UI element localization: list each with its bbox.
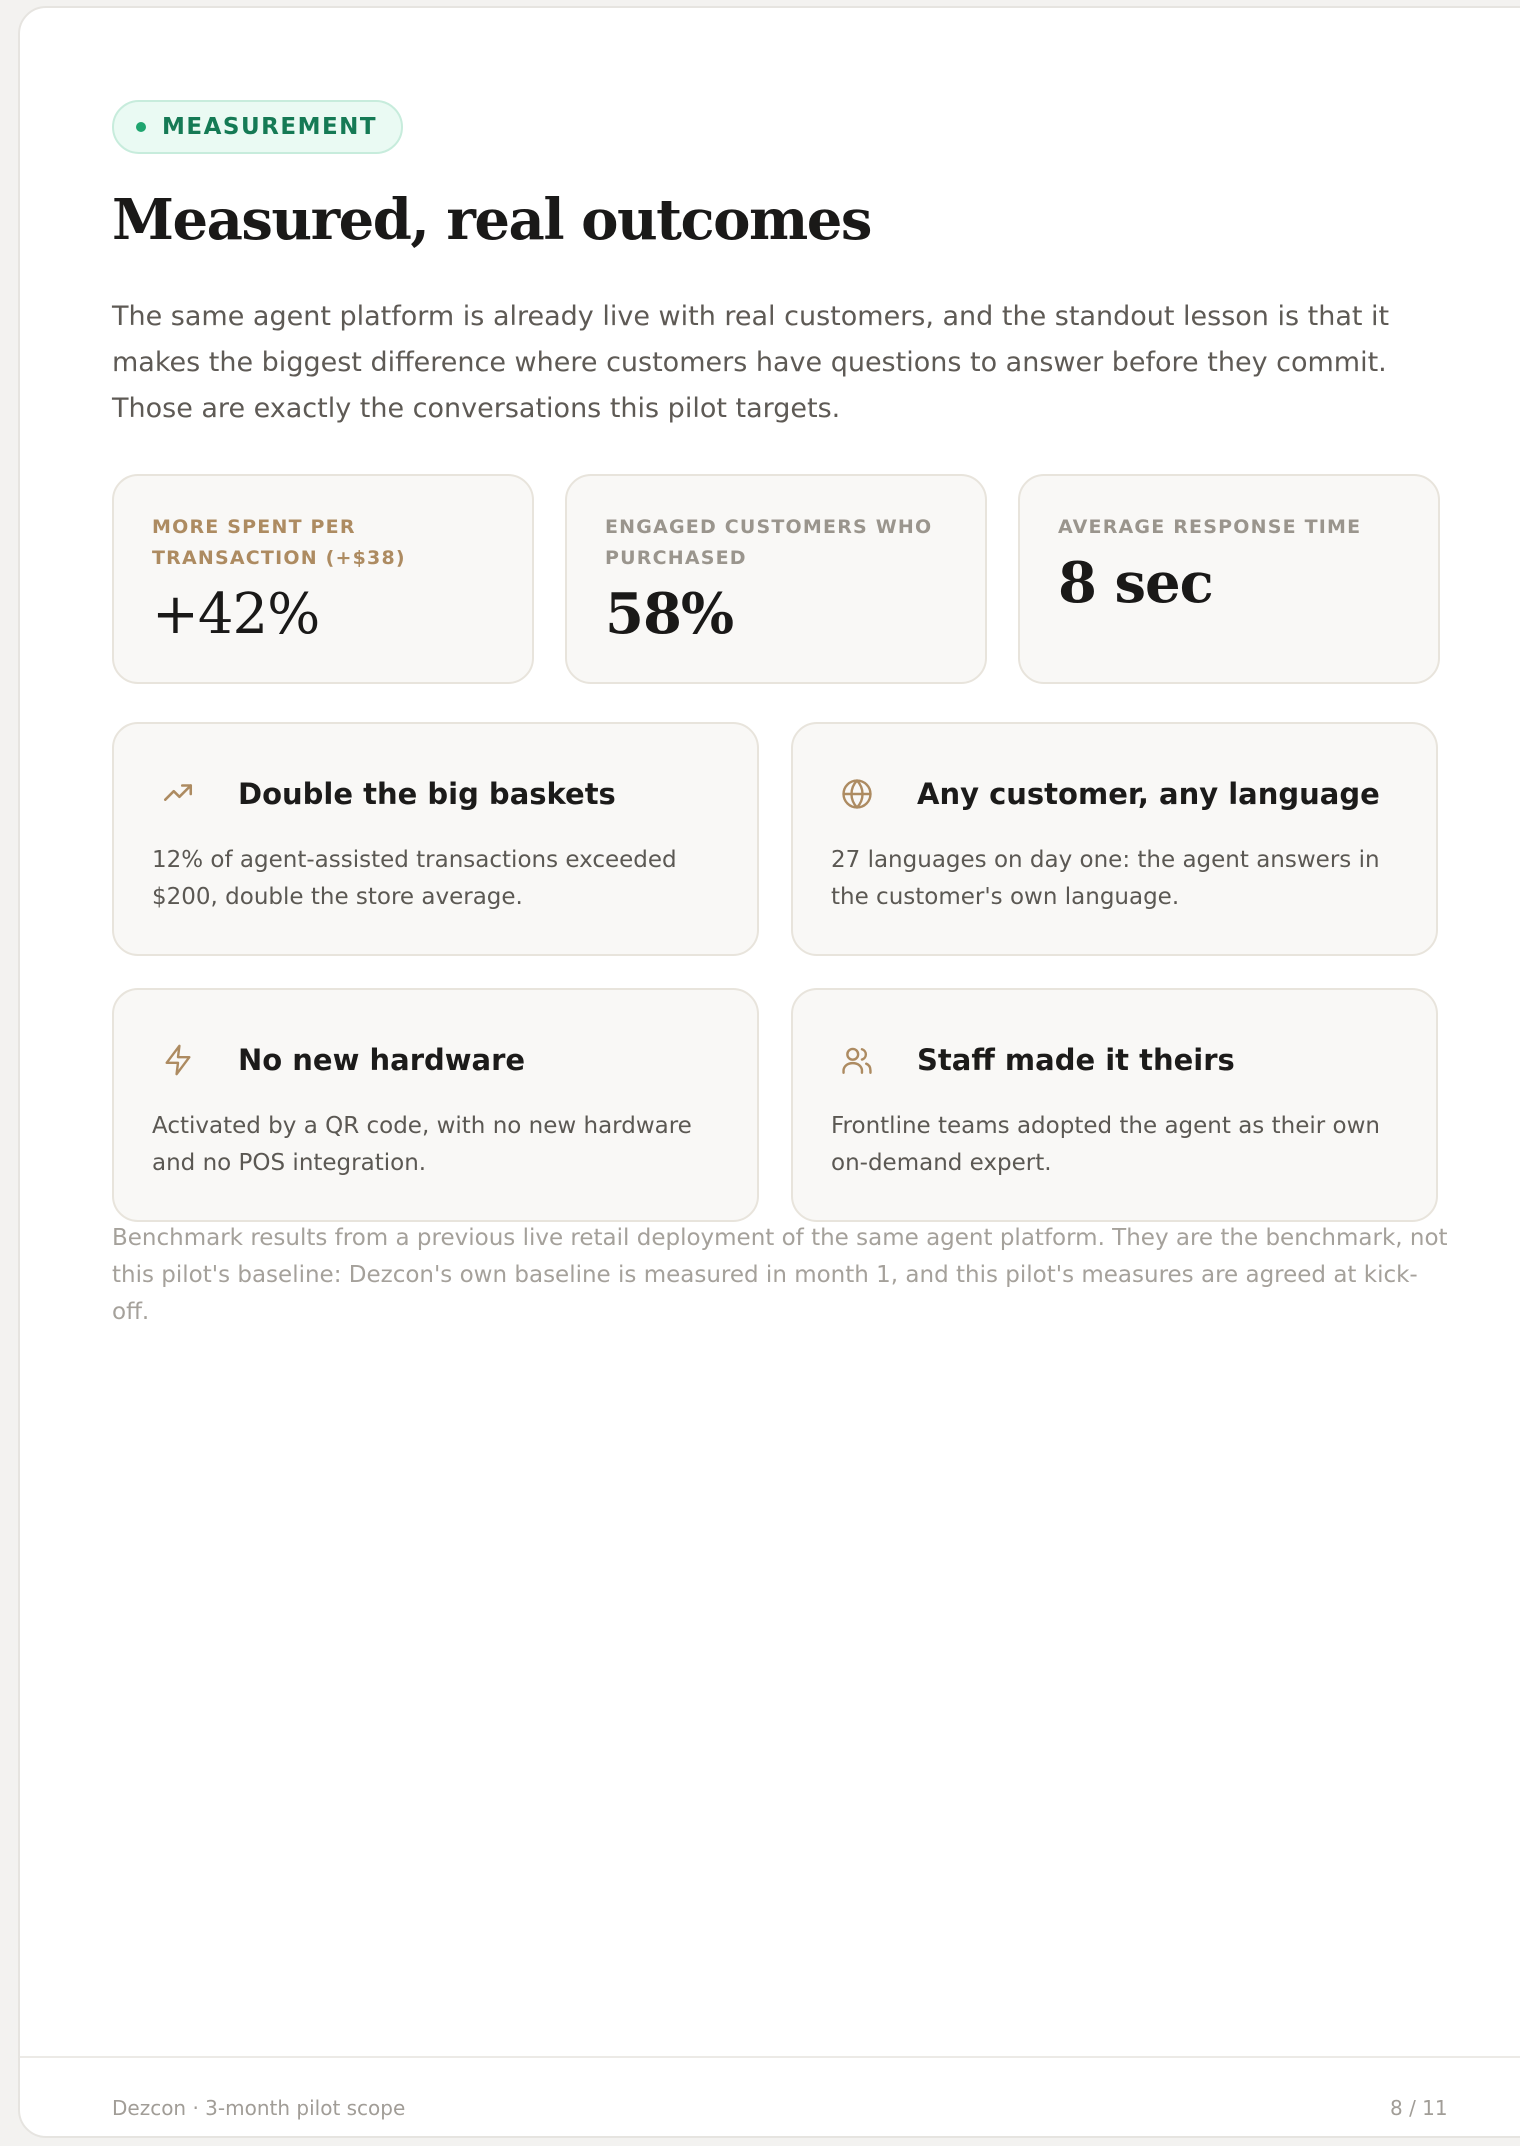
benchmark-note: Benchmark results from a previous live retail deployment of the same agent platform. They are the benchmark, not this pilot's baseline: Dezcon's own baseline is measured in month 1, and this pilot's measures are agreed at kick-off. bbox=[112, 1225, 1448, 1325]
stat-value: 58% bbox=[605, 581, 734, 647]
stat-card-response-time bbox=[1018, 474, 1440, 684]
card-description: 27 languages on day one: the agent answers in the customer's own language. bbox=[831, 847, 1380, 910]
stat-card-purchased bbox=[565, 474, 987, 684]
card-description: Frontline teams adopted the agent as their own on-demand expert. bbox=[831, 1113, 1380, 1176]
card-title: Double the big baskets bbox=[238, 777, 616, 811]
stat-card-spend bbox=[112, 474, 534, 684]
card-description: Activated by a QR code, with no new hardware and no POS integration. bbox=[152, 1113, 692, 1176]
stats-row bbox=[112, 474, 1440, 684]
stat-value: 8 sec bbox=[1058, 550, 1213, 616]
card-title: Staff made it theirs bbox=[917, 1043, 1235, 1077]
stat-label: MORE SPENT PER TRANSACTION (+$38) bbox=[152, 516, 406, 569]
stat-label: ENGAGED CUSTOMERS WHO PURCHASED bbox=[605, 516, 933, 569]
badge-dot-icon bbox=[136, 122, 146, 132]
card-title: No new hardware bbox=[238, 1043, 526, 1077]
trending-up-icon bbox=[152, 768, 204, 820]
lead-paragraph: The same agent platform is already live with real customers, and the standout lesson is that it makes the biggest difference where customers have questions to answer before they commit. Those are exactly the conversations this pilot targets. bbox=[112, 300, 1390, 424]
feature-card-any-language bbox=[791, 722, 1438, 956]
section-badge bbox=[112, 100, 403, 154]
stat-value: +42% bbox=[152, 582, 320, 647]
footer-doc-title: Dezcon · 3-month pilot scope bbox=[112, 2096, 406, 2120]
page-footer bbox=[20, 2056, 1520, 2140]
feature-card-no-hardware bbox=[112, 988, 759, 1222]
slide-content bbox=[112, 100, 1448, 1325]
page-number: 8 / 11 bbox=[1390, 2096, 1448, 2120]
badge-label: MEASUREMENT bbox=[162, 114, 378, 140]
feature-cards bbox=[112, 722, 1440, 1222]
stat-label: AVERAGE RESPONSE TIME bbox=[1058, 516, 1362, 538]
feature-card-big-baskets bbox=[112, 722, 759, 956]
feature-card-staff bbox=[791, 988, 1438, 1222]
users-icon bbox=[831, 1034, 883, 1086]
globe-icon bbox=[831, 768, 883, 820]
slide-page bbox=[18, 6, 1520, 2138]
page-title: Measured, real outcomes bbox=[112, 187, 871, 253]
card-title: Any customer, any language bbox=[917, 777, 1380, 811]
card-description: 12% of agent-assisted transactions exceeded $200, double the store average. bbox=[152, 847, 677, 910]
lightning-icon bbox=[152, 1034, 204, 1086]
